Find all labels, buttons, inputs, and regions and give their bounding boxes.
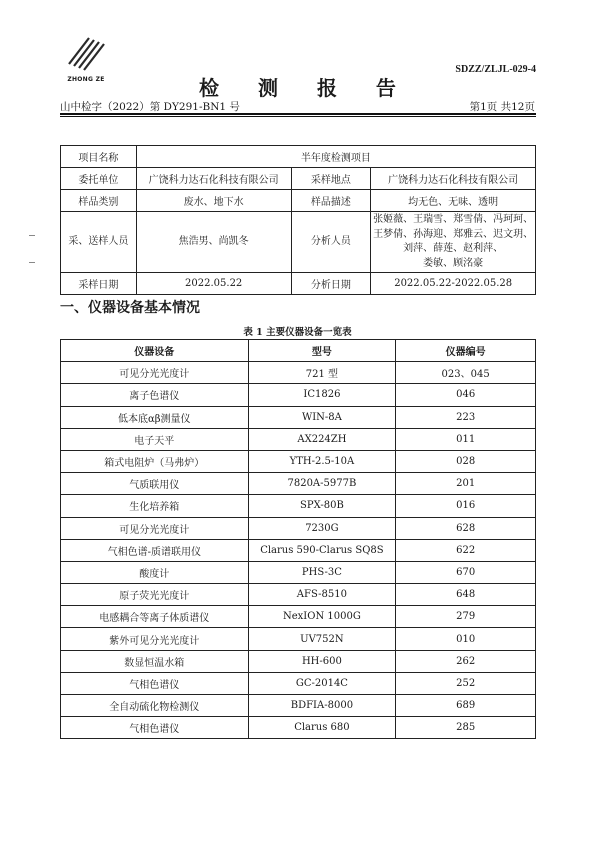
table-caption: 表 1 主要仪器设备一览表 [243,327,352,338]
logo-text: ZHONG ZE [67,76,105,83]
table-row [61,168,536,190]
model-number: 7820A-5977B [248,473,396,495]
table-row [61,672,536,694]
document-code: SDZZ/ZLJL-029-4 [455,64,536,75]
company-logo [58,32,114,76]
instrument-id: 622 [396,539,536,561]
analyst-line: 张姬薇、王瑞雪、郑雪倩、冯珂珂、 [373,214,534,225]
analyst-label: 分析人员 [291,212,371,273]
table-row [61,695,536,717]
sampling-date-value: 2022.05.22 [136,273,291,295]
model-number: Clarus 590-Clarus SQ8S [248,539,396,561]
instrument-name: 原子荧光光度计 [61,584,249,606]
equipment-table [60,339,536,739]
instrument-name: 气相色谱仪 [61,672,249,694]
instrument-id: 628 [396,517,536,539]
report-number: 山中检字（2022）第 DY291-BN1 号 [60,101,240,113]
table-row [61,717,536,739]
column-header: 型号 [248,340,396,362]
table-row [61,473,536,495]
instrument-name: 低本底αβ测量仪 [61,406,249,428]
table-row [61,495,536,517]
page-title: 检 测 报 告 [199,76,412,100]
table-row [61,273,536,295]
column-header: 仪器设备 [61,340,249,362]
table-row [61,517,536,539]
desc-value: 均无色、无味、透明 [371,190,536,212]
desc-label: 样品描述 [291,190,371,212]
margin-mark [29,262,35,263]
instrument-id: 252 [396,672,536,694]
sampler-value: 焦浩男、尚凯冬 [136,212,291,273]
instrument-name: 全自动硫化物检测仪 [61,695,249,717]
table-row [61,384,536,406]
table-row [61,212,536,273]
analyst-line: 刘萍、薛莲、赵利萍、 [403,243,504,254]
model-number: PHS-3C [248,561,396,583]
sampling-date-label: 采样日期 [61,273,137,295]
instrument-name: 气相色谱仪 [61,717,249,739]
client-label: 委托单位 [61,168,137,190]
model-number: GC-2014C [248,672,396,694]
model-number: IC1826 [248,384,396,406]
instrument-id: 010 [396,628,536,650]
analysis-date-value: 2022.05.22-2022.05.28 [371,273,536,295]
model-number: HH-600 [248,650,396,672]
instrument-id: 279 [396,606,536,628]
instrument-id: 670 [396,561,536,583]
margin-mark [29,235,35,236]
table-row [61,406,536,428]
instrument-id: 201 [396,473,536,495]
table-row [61,146,536,168]
table-row [61,606,536,628]
table-row [61,539,536,561]
analysis-date-label: 分析日期 [291,273,371,295]
project-label: 项目名称 [61,146,137,168]
header-rule-thin [60,116,536,117]
instrument-name: 电感耦合等离子体质谱仪 [61,606,249,628]
instrument-id: 223 [396,406,536,428]
instrument-id: 285 [396,717,536,739]
table-row [61,628,536,650]
instrument-name: 箱式电阻炉（马弗炉） [61,450,249,472]
instrument-name: 可见分光光度计 [61,517,249,539]
category-value: 废水、地下水 [136,190,291,212]
model-number: WIN-8A [248,406,396,428]
model-number: 721 型 [248,362,396,384]
model-number: AFS-8510 [248,584,396,606]
instrument-id: 011 [396,428,536,450]
category-label: 样品类别 [61,190,137,212]
model-number: 7230G [248,517,396,539]
project-info-table [60,145,536,295]
column-header: 仪器编号 [396,340,536,362]
model-number: Clarus 680 [248,717,396,739]
site-label: 采样地点 [291,168,371,190]
analyst-line: 娄敏、顾洺豪 [423,257,484,269]
model-number: BDFIA-8000 [248,695,396,717]
instrument-id: 046 [396,384,536,406]
model-number: NexION 1000G [248,606,396,628]
instrument-name: 生化培养箱 [61,495,249,517]
project-value: 半年度检测项目 [136,146,535,168]
site-value: 广饶科力达石化科技有限公司 [371,168,536,190]
table-row [61,362,536,384]
header-rule [60,113,536,115]
table-row [61,584,536,606]
instrument-name: 气质联用仪 [61,473,249,495]
model-number: YTH-2.5-10A [248,450,396,472]
instrument-id: 648 [396,584,536,606]
table-header-row [61,340,536,362]
analyst-value [371,212,536,273]
instrument-name: 电子天平 [61,428,249,450]
client-value: 广饶科力达石化科技有限公司 [136,168,291,190]
table-row [61,561,536,583]
instrument-name: 数显恒温水箱 [61,650,249,672]
instrument-id: 262 [396,650,536,672]
instrument-id: 689 [396,695,536,717]
table-row [61,190,536,212]
instrument-id: 023、045 [396,362,536,384]
instrument-name: 离子色谱仪 [61,384,249,406]
instrument-name: 气相色谱-质谱联用仪 [61,539,249,561]
instrument-name: 可见分光光度计 [61,362,249,384]
table-row [61,650,536,672]
sampler-label: 采、送样人员 [61,212,137,273]
model-number: UV752N [248,628,396,650]
instrument-name: 紫外可见分光光度计 [61,628,249,650]
section-heading: 一、仪器设备基本情况 [60,300,200,316]
instrument-name: 酸度计 [61,561,249,583]
analyst-line: 王梦倩、孙海迎、郑雅云、迟文玥、 [373,228,534,240]
table-row [61,450,536,472]
model-number: SPX-80B [248,495,396,517]
instrument-id: 028 [396,450,536,472]
page-number: 第1页 共12页 [469,101,535,113]
table-row [61,428,536,450]
instrument-id: 016 [396,495,536,517]
model-number: AX224ZH [248,428,396,450]
